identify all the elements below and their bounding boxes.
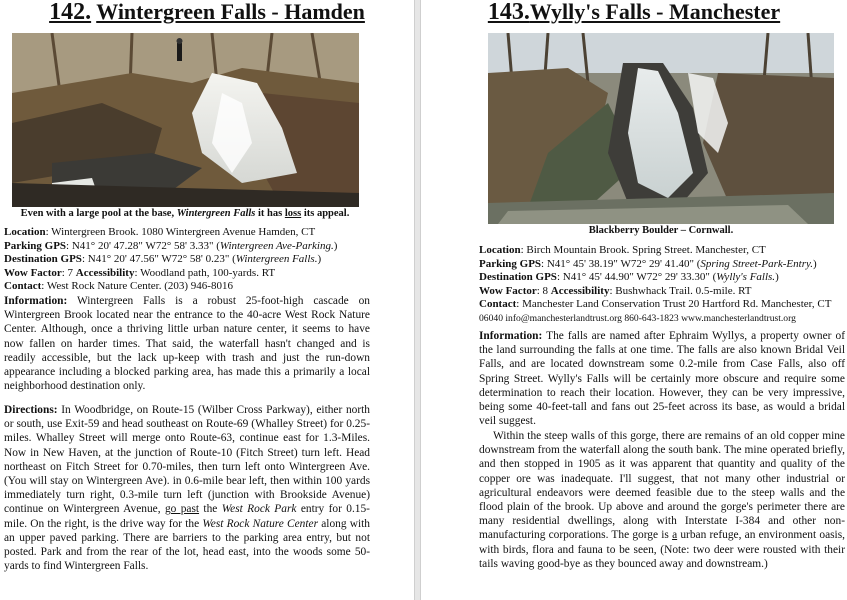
information-paragraph: Information: Wintergreen Falls is a robust 25-foot-high cascade on Wintergreen Brook located near the entrance to the 40-acre West Rock Nature Center. Although, once a thriving little urban nature center, it seems to have now fallen on harder times. That said, the waterfall hasn't changed and is readily accessible, but the lack up-keep with trash and just the run-down appearance including a blocked parking area, has made this a primarily a local neighborhood destination only. (4, 295, 370, 393)
photo-caption: Blackberry Boulder – Cornwall. (588, 225, 734, 236)
page-title-142: 142. Wintergreen Falls - Hamden (49, 0, 365, 25)
photo-caption: Even with a large pool at the base, Wintergreen Falls it has loss its appeal. (20, 208, 350, 219)
parking-gps-line: Parking GPS: N41° 45' 38.19" W72° 29' 41.40" (Spring Street-Park-Entry.) (479, 257, 817, 270)
contact-line: Contact: West Rock Nature Center. (203) 946-8016 (4, 280, 233, 292)
directions-paragraph: Directions: In Woodbridge, on Route-15 (Wilber Cross Parkway), either north or south, use Exit-59 and head southeast on Route-69 (Whalley Street) for 0.25-miles. Whalley Street will merge onto Route-63, continue east for 1.3-Miles. Now in New Haven, at the junction of Route-10 (Fitch Street) turn left. Head northeast on Fitch Street for 0.70-miles, then turn left onto Wintergreen Ave. (You will stay on Wintergreen Ave). in 0.6-mile bear left, then within 100 yards immediately turn right, 0.3-mile turn left (junction with Brookside Avenue) continue on Wintergreen Avenue, go past the West Rock Park entry for 0.15-mile. On the right, is the drive way for the West Rock Nature Center along with an upper paved parking. There are barriers to the parking area entry, but not posted. Park and from the rear of the lot, head east, into the woods some 50-yards to find Wintergreen Falls. (4, 404, 370, 573)
wow-factor-line: Wow Factor: 7 Accessibility: Woodland path, 100-yards. RT (4, 266, 276, 279)
site-details (4, 226, 410, 294)
page-title-143: 143.Wylly's Falls - Manchester (487, 0, 781, 25)
history-paragraph: Within the steep walls of this gorge, there are remains of an old copper mine downstream from the waterfall along the south bank. The mine operated briefly, and then stopped in 1905 as it was apparent that quantity and quality of the copper ore was inadequate. I'll suggest, that not many other industrial or agricultural endeavors were deemed feasible due to the steep walls and the flood plain of the brook. Up above and around the gorge's perimeter there are many residential dwellings, along with Interstate I-384 and other non-manufacturing corporations. The gorge is a urban refuge, an environment oasis, with birds, flora and fauna to be seen, (Note: two deer were rousted with their tails waving good-bye as they bounced away and downstream.) (479, 430, 845, 570)
destination-gps-line: Destination GPS: N41° 45' 44.90" W72° 29' 33.30" (Wylly's Falls.) (479, 271, 779, 283)
location-line: Location: Birch Mountain Brook. Spring Street. Manchester, CT (479, 244, 766, 256)
site-details (479, 244, 845, 325)
destination-gps-line: Destination GPS: N41° 20' 47.56" W72° 58' 0.23" (Wintergreen Falls.) (4, 253, 322, 265)
parking-gps-line: Parking GPS: N41° 20' 47.28" W72° 58' 3.33" (Wintergreen Ave-Parking.) (4, 239, 338, 252)
right-page (421, 0, 847, 600)
location-line: Location: Wintergreen Brook. 1080 Wintergreen Avenue Hamden, CT (4, 226, 316, 238)
information-paragraph: Information: The falls are named after Ephraim Wyllys, a property owner of the land surrounding the falls at one time. The falls are also known Bridal Veil Falls, and are located downstream some 0.2-mile from Case Falls, also off Spring Street. Wylly's Falls will be certainly more obscure and require some determination to reach their location. However, they can be very impressive, being some 40-feet-tall and fans out 25-feet across its base, as would a bridal veil suggest. (479, 330, 845, 428)
wow-factor-line: Wow Factor: 8 Accessibility: Bushwhack Trail. 0.5-mile. RT (479, 284, 752, 297)
left-page (0, 0, 414, 600)
wintergreen-falls-photo (12, 33, 359, 207)
contact-details: 06040 info@manchesterlandtrust.org 860-643-1823 www.manchesterlandtrust.org (479, 312, 796, 324)
contact-line: Contact: Manchester Land Conservation Trust 20 Hartford Rd. Manchester, CT (479, 298, 832, 310)
page-divider (414, 0, 421, 600)
wyllys-falls-photo (488, 33, 834, 224)
